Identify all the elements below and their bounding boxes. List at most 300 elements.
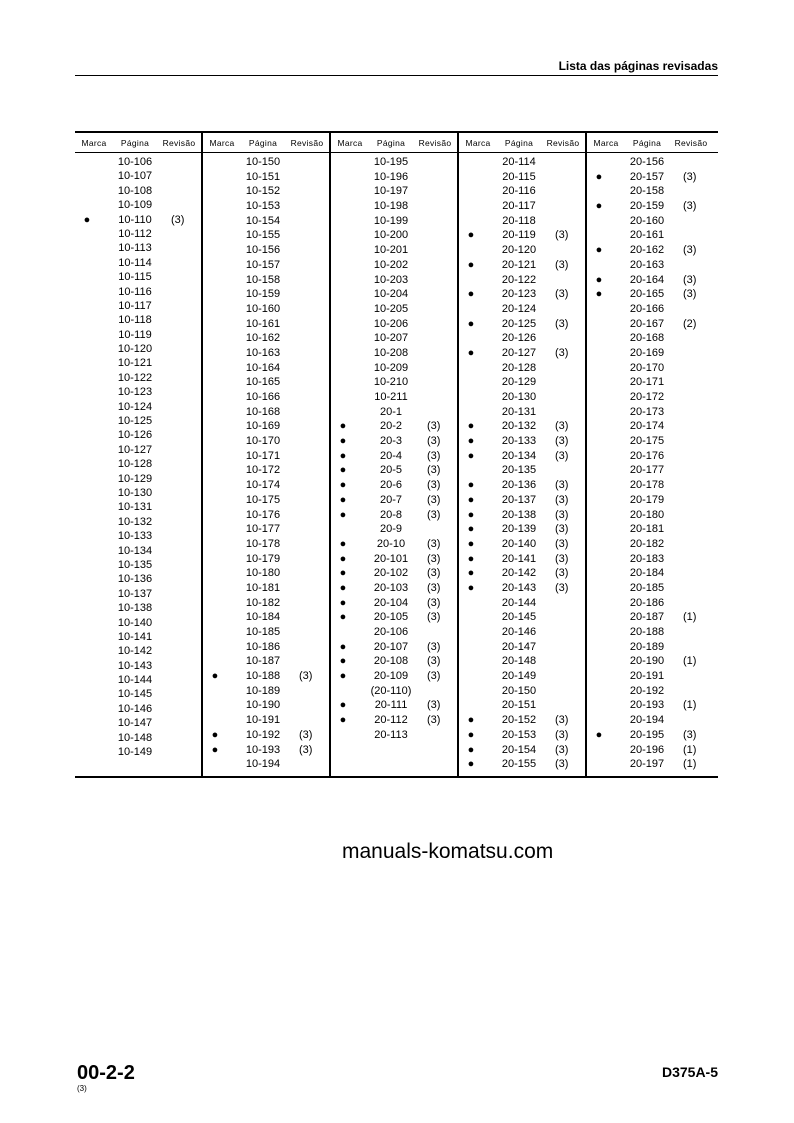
table-row [459, 698, 585, 713]
page-cell: 20-171 [629, 376, 665, 389]
table-row [203, 346, 329, 361]
revision-cell [555, 214, 583, 229]
page-cell: 10-189 [245, 684, 281, 697]
revision-cell: (3) [427, 655, 441, 668]
revision-cell [683, 669, 711, 684]
table-row [587, 184, 718, 199]
page-cell: 20-165 [629, 288, 665, 301]
marca-cell [459, 390, 483, 405]
table-row [587, 640, 718, 655]
page-cell: 20-108 [373, 655, 409, 668]
revision-cell [171, 659, 199, 673]
page-cell: 20-143 [501, 581, 537, 594]
page-cell: 20-7 [379, 493, 403, 506]
marca-cell [587, 610, 611, 625]
marca-cell [203, 361, 227, 376]
marca-cell: ● [467, 714, 475, 727]
revision-cell [427, 199, 455, 214]
page-cell: 10-126 [117, 429, 153, 442]
revision-cell [683, 361, 711, 376]
page-cell: 10-127 [117, 443, 153, 456]
table-row [587, 243, 718, 258]
marca-cell [459, 669, 483, 684]
table-row [587, 698, 718, 713]
marca-cell [587, 419, 611, 434]
table-row [203, 170, 329, 185]
marca-cell [331, 728, 355, 743]
marca-cell [331, 228, 355, 243]
page-cell: 10-195 [373, 156, 409, 168]
table-row [203, 199, 329, 214]
table-row [587, 170, 718, 185]
revision-cell [299, 522, 327, 537]
page-cell: 10-116 [118, 285, 152, 298]
marca-cell [331, 273, 355, 288]
revision-cell [299, 228, 327, 243]
table-row [203, 243, 329, 258]
revision-cell [171, 702, 199, 716]
table-row [587, 405, 718, 420]
table-row [459, 331, 585, 346]
page-cell: 20-196 [629, 743, 665, 756]
page-cell: 20-142 [501, 567, 537, 580]
page-cell: 10-158 [245, 273, 281, 286]
table-row [75, 414, 201, 428]
marca-cell: ● [467, 493, 475, 506]
marca-cell [203, 170, 227, 185]
page-cell: 10-157 [245, 258, 281, 271]
table-row [203, 537, 329, 552]
marca-cell [331, 258, 355, 273]
marca-cell [587, 463, 611, 478]
revision-cell [427, 170, 455, 185]
page-cell: 20-123 [501, 288, 537, 301]
revision-cell [299, 684, 327, 699]
page-cell: 10-191 [245, 714, 281, 727]
table-row [203, 273, 329, 288]
table-row [331, 170, 457, 185]
table-row [203, 228, 329, 243]
header-pagina: Página [632, 137, 662, 148]
table-row [75, 687, 201, 701]
page-cell: 10-192 [245, 728, 281, 741]
page-cell: 10-188 [245, 670, 281, 683]
page-cell: 20-5 [379, 464, 403, 477]
marca-cell: ● [211, 743, 219, 756]
page-cell: 20-120 [501, 244, 537, 257]
revision-cell [171, 687, 199, 701]
page-cell: 20-168 [629, 332, 665, 345]
revision-cell: (3) [555, 317, 569, 330]
revision-cell [171, 745, 199, 759]
revision-cell [299, 713, 327, 728]
revision-cell [683, 537, 711, 552]
marca-cell [203, 419, 227, 434]
marca-cell [75, 270, 99, 284]
marca-cell [459, 596, 483, 611]
revision-cell [683, 522, 711, 537]
table-row [331, 375, 457, 390]
marca-cell [587, 713, 611, 728]
revision-cell: (3) [555, 714, 569, 727]
header-marca: Marca [81, 137, 107, 148]
marca-cell [203, 317, 227, 332]
revision-cell [427, 214, 455, 229]
marca-cell: ● [467, 288, 475, 301]
revision-cell [427, 243, 455, 258]
table-row [203, 713, 329, 728]
table-row [587, 493, 718, 508]
column-header [331, 133, 457, 153]
page-cell: 10-137 [117, 587, 153, 600]
marca-cell [587, 537, 611, 552]
table-row [587, 375, 718, 390]
table-row [75, 616, 201, 630]
table-row [587, 581, 718, 596]
page-cell: 20-132 [501, 420, 537, 433]
marca-cell [203, 243, 227, 258]
marca-cell: ● [467, 552, 475, 565]
page-title: Lista das páginas revisadas [558, 59, 718, 73]
table-row [75, 644, 201, 658]
page-cell: 10-106 [117, 156, 153, 168]
marca-cell: ● [595, 200, 603, 213]
revision-cell: (1) [683, 758, 697, 771]
table-row [331, 566, 457, 581]
table-row [331, 184, 457, 199]
page-cell: 10-193 [245, 743, 281, 756]
revision-cell [683, 228, 711, 243]
revision-cell [555, 610, 583, 625]
revision-cell: (3) [171, 213, 185, 226]
header-revisao: Revisão [162, 137, 196, 148]
revision-cell [427, 522, 455, 537]
revision-cell [299, 625, 327, 640]
page-cell: 20-153 [501, 728, 537, 741]
revision-cell [683, 214, 711, 229]
marca-cell [331, 317, 355, 332]
table-row [331, 596, 457, 611]
page-cell: 10-165 [245, 376, 281, 389]
page-cell: 20-175 [629, 435, 665, 448]
table-row [203, 757, 329, 772]
revision-cell [683, 625, 711, 640]
page-cell: 10-145 [117, 688, 153, 701]
table-row [203, 361, 329, 376]
revision-cell [299, 331, 327, 346]
marca-cell [203, 508, 227, 523]
page-cell: 10-121 [117, 357, 153, 370]
revision-cell [555, 331, 583, 346]
page-cell: 10-204 [373, 288, 409, 301]
revision-cell: (3) [427, 479, 441, 492]
marca-cell [75, 500, 99, 514]
table-row [203, 640, 329, 655]
revision-cell [171, 356, 199, 370]
page-cell: 20-124 [501, 302, 537, 315]
table-row [75, 256, 201, 270]
page-cell: 10-171 [245, 449, 281, 462]
revision-cell [555, 302, 583, 317]
table-row [587, 273, 718, 288]
revision-cell [171, 673, 199, 687]
revision-cell [171, 313, 199, 327]
table-row [75, 702, 201, 716]
table-row [331, 522, 457, 537]
table-row [587, 228, 718, 243]
table-row [75, 486, 201, 500]
page-cell: 10-175 [245, 493, 281, 506]
table-row [587, 317, 718, 332]
revision-cell: (3) [427, 699, 441, 712]
marca-cell [75, 616, 99, 630]
revision-cell [171, 544, 199, 558]
marca-cell [203, 552, 227, 567]
table-row [459, 375, 585, 390]
table-row [331, 331, 457, 346]
table-row [331, 669, 457, 684]
page-cell: 10-168 [245, 405, 281, 418]
table-row [203, 508, 329, 523]
table-row [587, 684, 718, 699]
table-row [331, 390, 457, 405]
revision-cell: (3) [683, 728, 697, 741]
marca-cell [75, 673, 99, 687]
table-row [587, 566, 718, 581]
page-cell: 10-187 [245, 655, 281, 668]
page-cell: 10-123 [117, 386, 153, 399]
table-row [203, 434, 329, 449]
marca-cell [75, 400, 99, 414]
table-row [587, 478, 718, 493]
page-cell: 10-161 [245, 317, 281, 330]
table-row [75, 356, 201, 370]
page-cell: 10-181 [245, 581, 281, 594]
column-header [75, 133, 201, 153]
revision-cell: (1) [683, 611, 697, 624]
marca-cell [203, 390, 227, 405]
revision-cell [555, 390, 583, 405]
revision-cell: (3) [555, 493, 569, 506]
marca-cell [75, 342, 99, 356]
revision-cell [683, 508, 711, 523]
table-column-group [587, 133, 718, 776]
revision-cell: (3) [683, 288, 697, 301]
revision-cell [171, 428, 199, 442]
page-cell: 10-200 [373, 229, 409, 242]
revision-cell: (3) [555, 449, 569, 462]
marca-cell [75, 486, 99, 500]
marca-cell [587, 331, 611, 346]
revision-cell: (3) [555, 552, 569, 565]
marca-cell: ● [467, 508, 475, 521]
page-cell: 10-162 [245, 332, 281, 345]
page-cell: 10-118 [118, 314, 152, 327]
revision-cell [683, 155, 711, 170]
page-cell: 10-194 [245, 758, 281, 771]
marca-cell [459, 610, 483, 625]
page-cell: 20-187 [629, 611, 665, 624]
marca-cell [203, 757, 227, 772]
page-cell: 10-147 [117, 717, 153, 730]
marca-cell [459, 302, 483, 317]
page-cell: 20-144 [501, 596, 537, 609]
marca-cell [75, 414, 99, 428]
revision-cell [171, 270, 199, 284]
revised-pages-table [75, 131, 718, 778]
page-cell: 10-114 [118, 256, 152, 269]
revision-cell: (3) [555, 728, 569, 741]
page-cell: 20-151 [501, 699, 537, 712]
revision-cell [171, 241, 199, 255]
marca-cell [75, 472, 99, 486]
revision-cell [427, 155, 455, 170]
revision-cell [555, 184, 583, 199]
revision-cell [299, 170, 327, 185]
page-cell: 10-108 [117, 184, 153, 197]
revision-cell [299, 493, 327, 508]
revision-cell [299, 258, 327, 273]
table-row [203, 184, 329, 199]
table-row [459, 743, 585, 758]
page-cell: 20-183 [629, 552, 665, 565]
page-cell: 10-209 [373, 361, 409, 374]
table-row [203, 743, 329, 758]
table-row [75, 544, 201, 558]
marca-cell: ● [339, 567, 347, 580]
page-cell: 20-164 [629, 273, 665, 286]
marca-cell [203, 449, 227, 464]
marca-cell [331, 184, 355, 199]
page-cell: 10-164 [245, 361, 281, 374]
page-cell: 10-197 [373, 185, 409, 198]
header-revisao: Revisão [674, 137, 708, 148]
marca-cell [75, 572, 99, 586]
page-cell: 20-127 [501, 346, 537, 359]
revision-cell [171, 299, 199, 313]
table-row [75, 745, 201, 759]
revision-cell [555, 155, 583, 170]
page-cell: 20-170 [629, 361, 665, 374]
revision-cell [683, 346, 711, 361]
revision-cell [299, 375, 327, 390]
revision-cell [171, 515, 199, 529]
marca-cell [459, 698, 483, 713]
marca-cell [203, 463, 227, 478]
header-pagina: Página [504, 137, 534, 148]
marca-cell [331, 287, 355, 302]
marca-cell: ● [467, 258, 475, 271]
page-cell: 10-130 [117, 486, 153, 499]
marca-cell [75, 687, 99, 701]
marca-cell [331, 625, 355, 640]
revision-cell [171, 169, 199, 183]
revision-cell [683, 184, 711, 199]
page-cell: 20-141 [501, 552, 537, 565]
watermark: manuals-komatsu.com [342, 840, 554, 863]
marca-cell [203, 258, 227, 273]
marca-cell [459, 654, 483, 669]
marca-cell [587, 390, 611, 405]
revision-cell [683, 640, 711, 655]
page-cell: 10-160 [245, 302, 281, 315]
table-row [75, 155, 201, 169]
page-cell: 20-193 [629, 699, 665, 712]
table-row [459, 478, 585, 493]
marca-cell [331, 331, 355, 346]
marca-cell [587, 654, 611, 669]
marca-cell [459, 625, 483, 640]
revision-cell [427, 684, 455, 699]
table-row [203, 566, 329, 581]
marca-cell [587, 258, 611, 273]
table-row [203, 478, 329, 493]
revision-cell [427, 302, 455, 317]
marca-cell: ● [467, 743, 475, 756]
revision-cell [555, 361, 583, 376]
revision-cell [427, 728, 455, 743]
table-row [459, 243, 585, 258]
marca-cell [587, 155, 611, 170]
revision-cell [299, 463, 327, 478]
page-cell: 20-133 [501, 435, 537, 448]
revision-cell [171, 414, 199, 428]
column-header [203, 133, 329, 153]
page-cell: 10-199 [373, 214, 409, 227]
table-row [587, 713, 718, 728]
revision-cell: (1) [683, 655, 697, 668]
table-row [459, 596, 585, 611]
table-row [203, 287, 329, 302]
page-cell: 20-190 [629, 655, 665, 668]
header-marca: Marca [209, 137, 235, 148]
page-cell: 20-115 [502, 170, 536, 183]
table-row [587, 757, 718, 772]
table-row [459, 508, 585, 523]
marca-cell: ● [339, 449, 347, 462]
revision-cell: (1) [683, 699, 697, 712]
header-pagina: Página [248, 137, 278, 148]
revision-cell [683, 302, 711, 317]
marca-cell [75, 558, 99, 572]
table-row [75, 385, 201, 399]
revision-cell [171, 328, 199, 342]
table-row [459, 346, 585, 361]
marca-cell [203, 581, 227, 596]
table-row [331, 698, 457, 713]
marca-cell [331, 170, 355, 185]
marca-cell [203, 537, 227, 552]
revision-cell [299, 243, 327, 258]
page-cell: 20-137 [501, 493, 537, 506]
marca-cell [587, 361, 611, 376]
table-row [203, 654, 329, 669]
page-cell: 20-148 [501, 655, 537, 668]
page-cell: 10-122 [117, 371, 153, 384]
revision-cell [683, 405, 711, 420]
table-row [587, 508, 718, 523]
revision-cell [427, 273, 455, 288]
table-row [331, 199, 457, 214]
page-cell: 10-128 [117, 458, 153, 471]
table-row [587, 346, 718, 361]
revision-cell [299, 155, 327, 170]
page-cell: 20-178 [629, 479, 665, 492]
revision-cell [683, 419, 711, 434]
table-row [331, 302, 457, 317]
revision-cell [299, 199, 327, 214]
table-row [459, 214, 585, 229]
